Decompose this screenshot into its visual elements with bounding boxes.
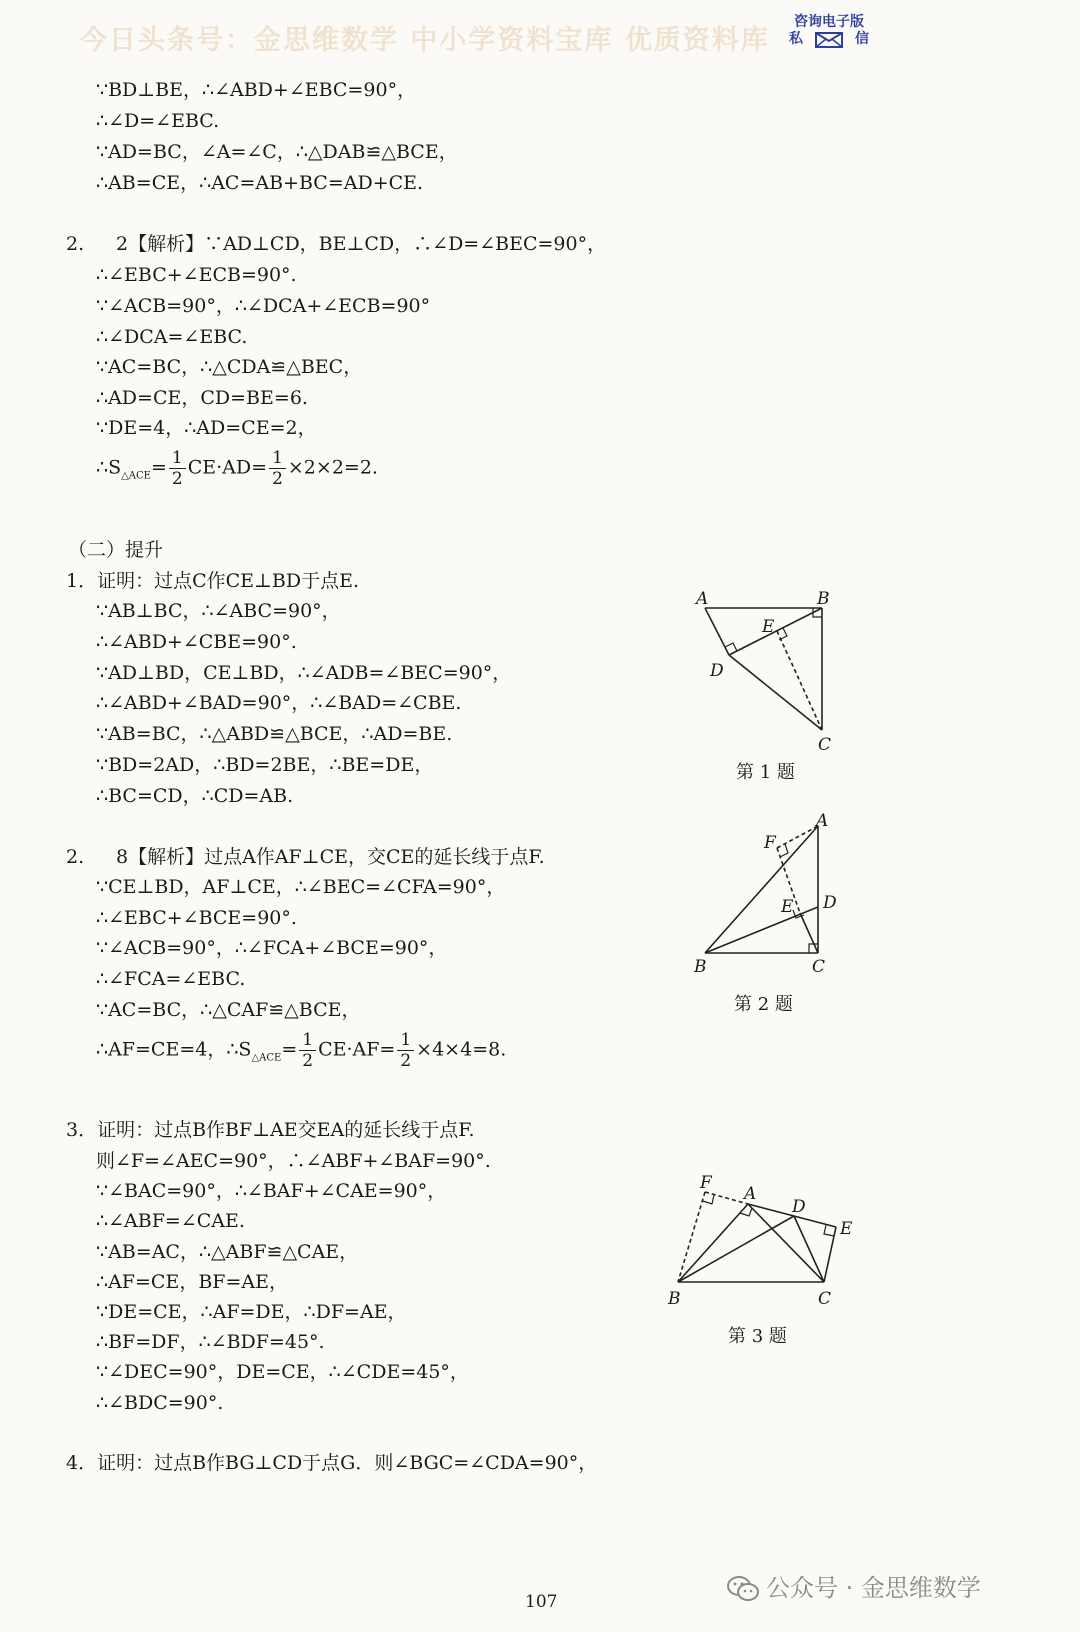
- text-line: ∴∠ABF=∠CAE.: [96, 1210, 245, 1232]
- text-line: ∴AF=CE，BF=AE，: [96, 1271, 288, 1293]
- text-line: ∴AB=CE，∴AC=AB+BC=AD+CE.: [96, 172, 424, 194]
- page-number: 107: [525, 1592, 558, 1612]
- text-line: ∵DE=4，∴AD=CE=2，: [96, 417, 317, 439]
- fraction: $\frac{1}{2}$: [169, 448, 186, 489]
- svg-text:B: B: [694, 957, 707, 977]
- contact-label: 咨询电子版: [794, 14, 864, 30]
- text-line: ∴∠D=∠EBC.: [96, 110, 220, 132]
- text-line: ∵AC=BC，∴△CDA≌△BEC，: [96, 356, 363, 378]
- text-line: ∵∠ACB=90°，∴∠DCA+∠ECB=90°: [96, 295, 431, 317]
- text-line: ∵AD⊥BD，CE⊥BD，∴∠ADB=∠BEC=90°，: [96, 662, 512, 684]
- watermark-banner: 今日头条号：金思维数学 中小学资料宝库 优质资料库: [80, 25, 770, 56]
- fraction: $\frac{1}{2}$: [299, 1030, 316, 1071]
- contact-right: 信: [855, 31, 869, 47]
- account-footer: [726, 1568, 981, 1603]
- text-line: ∵DE=CE，∴AF=DE，∴DF=AE，: [96, 1301, 407, 1323]
- svg-text:B: B: [817, 589, 830, 609]
- svg-text:B: B: [668, 1289, 681, 1309]
- text-line: ∵AB⊥BC，∴∠ABC=90°，: [96, 600, 341, 622]
- text-line: ∵AB=BC，∴△ABD≌△BCE，∴AD=BE.: [96, 723, 453, 745]
- question-number: 2.: [66, 233, 85, 255]
- svg-text:A: A: [696, 589, 709, 609]
- text-line: ∴BF=DF，∴∠BDF=45°.: [96, 1331, 325, 1353]
- text-line: ∴BC=CD，∴CD=AB.: [96, 785, 294, 807]
- contact-badge: [789, 14, 869, 48]
- text-line: ∴∠ABD+∠BAD=90°，∴∠BAD=∠CBE.: [96, 692, 462, 714]
- section-heading: （二）提升: [68, 539, 164, 561]
- text-line: ∴∠ABD+∠CBE=90°.: [96, 631, 297, 653]
- text-line: 2【解析】∵AD⊥CD，BE⊥CD，∴∠D=∠BEC=90°，: [116, 233, 607, 255]
- svg-text:F: F: [700, 1173, 712, 1193]
- svg-text:E: E: [781, 897, 794, 917]
- svg-text:C: C: [812, 957, 826, 977]
- svg-text:A: A: [744, 1184, 757, 1204]
- svg-text:A: A: [816, 811, 829, 831]
- text-line: ∴∠BDC=90°.: [96, 1392, 224, 1414]
- svg-text:F: F: [764, 833, 776, 853]
- text-line: 3．证明：过点B作BF⊥AE交EA的延长线于点F.: [66, 1119, 475, 1141]
- text-line: ∵∠DEC=90°，DE=CE，∴∠CDE=45°，: [96, 1361, 469, 1383]
- figure-1-diagram: [690, 588, 840, 758]
- figure-3-diagram: [660, 1172, 860, 1312]
- svg-text:E: E: [762, 617, 775, 637]
- text-line: 8【解析】过点A作AF⊥CE，交CE的延长线于点F.: [116, 846, 545, 868]
- text-line: 1．证明：过点C作CE⊥BD于点E.: [66, 570, 360, 592]
- text-line: ∴∠EBC+∠BCE=90°.: [96, 907, 297, 929]
- figure-caption: 第 3 题: [728, 1326, 787, 1347]
- svg-text:D: D: [823, 893, 837, 913]
- text-line: ∴∠DCA=∠EBC.: [96, 326, 248, 348]
- text-line: ∴AD=CE，CD=BE=6.: [96, 387, 308, 409]
- text-line: ∵BD⊥BE，∴∠ABD+∠EBC=90°，: [96, 79, 417, 101]
- formula-line: $\therefore S_{\triangle ACE}=$ $\frac{1}{2}$ CE·AD= $\frac{1}{2}$ ×2×2=2.: [96, 448, 378, 489]
- text-line: 则∠F=∠AEC=90°，∴∠ABF+∠BAF=90°.: [96, 1150, 491, 1172]
- figure-2-diagram: [690, 810, 850, 980]
- footer-text: 公众号 · 金思维数学: [766, 1574, 981, 1602]
- wechat-icon: [726, 1575, 760, 1603]
- formula-line: ∴AF=CE=4，$\therefore S_{\triangle ACE}=$ $\frac{1}{2}$ CE·AF= $\frac{1}{2}$ ×4×4=8.: [96, 1030, 507, 1071]
- svg-text:D: D: [710, 661, 724, 681]
- text-line: 4．证明：过点B作BG⊥CD于点G．则∠BGC=∠CDA=90°，: [66, 1452, 598, 1474]
- text-line: ∵AC=BC，∴△CAF≌△BCE，: [96, 999, 361, 1021]
- text-line: ∵AD=BC，∠A=∠C，∴△DAB≌△BCE，: [96, 141, 458, 163]
- fraction: $\frac{1}{2}$: [397, 1030, 414, 1071]
- text-line: ∵∠BAC=90°，∴∠BAF+∠CAE=90°，: [96, 1180, 447, 1202]
- svg-text:E: E: [840, 1219, 853, 1239]
- text-line: ∴∠EBC+∠ECB=90°.: [96, 264, 297, 286]
- fraction: $\frac{1}{2}$: [269, 448, 286, 489]
- svg-text:C: C: [818, 1289, 832, 1309]
- figure-caption: 第 2 题: [734, 994, 793, 1015]
- text-line: ∵AB=AC，∴△ABF≌△CAE，: [96, 1241, 359, 1263]
- figure-caption: 第 1 题: [736, 762, 795, 783]
- envelope-icon: [815, 32, 843, 48]
- svg-text:D: D: [792, 1197, 806, 1217]
- question-number: 2.: [66, 846, 85, 868]
- text-line: ∵∠ACB=90°，∴∠FCA+∠BCE=90°，: [96, 937, 448, 959]
- text-line: ∵BD=2AD，∴BD=2BE，∴BE=DE，: [96, 754, 434, 776]
- text-line: ∵CE⊥BD，AF⊥CE，∴∠BEC=∠CFA=90°，: [96, 876, 506, 898]
- text-line: ∴∠FCA=∠EBC.: [96, 968, 246, 990]
- svg-text:C: C: [818, 735, 832, 755]
- contact-left: 私: [789, 31, 803, 47]
